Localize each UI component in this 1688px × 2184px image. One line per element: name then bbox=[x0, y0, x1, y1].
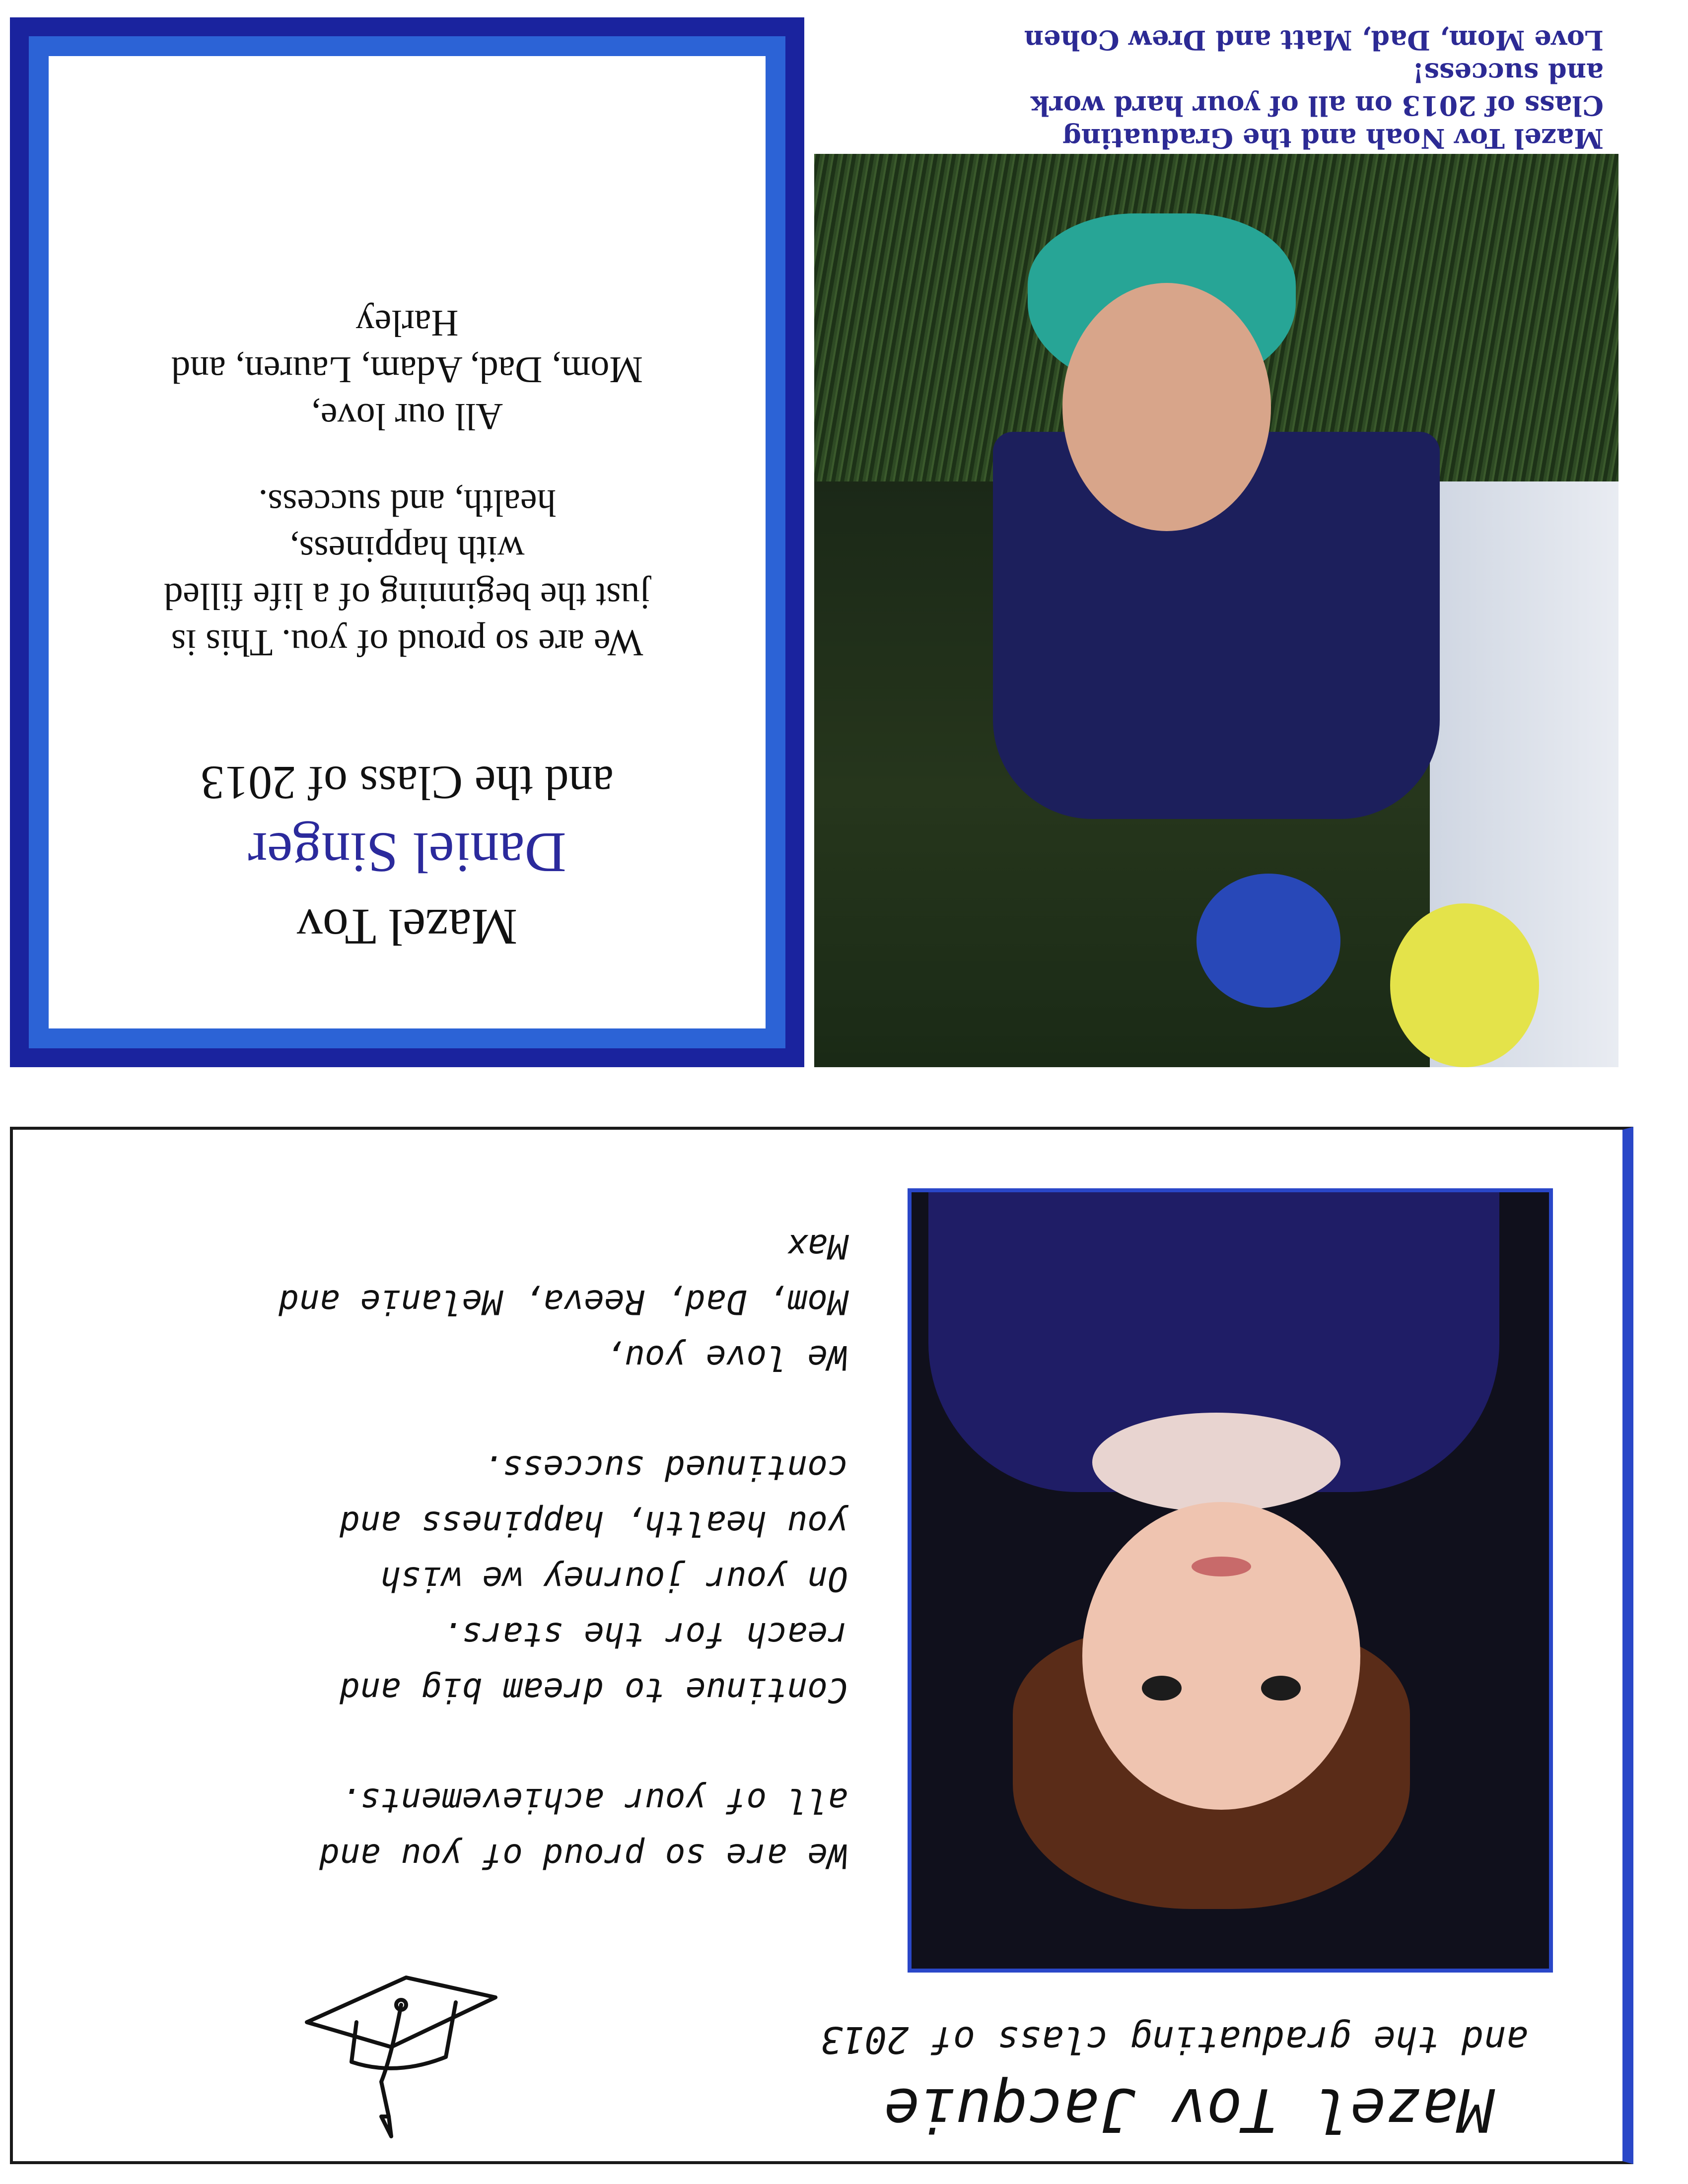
daniel-frame bbox=[29, 36, 785, 1048]
daniel-message-line: just the beginning of a life filled bbox=[164, 575, 650, 617]
jacquie-title: Mazel Tov Jacquie bbox=[883, 2075, 1493, 2144]
photo-head bbox=[1062, 283, 1271, 531]
photo-blue-ball bbox=[1196, 874, 1340, 1008]
photo-face bbox=[1082, 1502, 1360, 1810]
photo-collar bbox=[1092, 1413, 1340, 1512]
graduation-cap-icon bbox=[297, 1948, 505, 2146]
daniel-message bbox=[93, 479, 721, 666]
jacquie-signoff-line: We love you, bbox=[604, 1338, 848, 1377]
noah-ad bbox=[814, 17, 1623, 1067]
jacquie-line: Continue to dream big and bbox=[340, 1670, 848, 1709]
daniel-class: and the Class of 2013 bbox=[201, 756, 614, 810]
noah-caption-line: Class of 2013 on all of your hard work bbox=[1031, 90, 1604, 122]
daniel-message-line: health, and success. bbox=[258, 482, 556, 524]
daniel-signoff-line: Mom, Dad, Adam, Lauren, and bbox=[171, 349, 643, 391]
daniel-signoff-line: Harley bbox=[355, 302, 459, 344]
noah-caption-line: Love Mom, Dad, Matt and Drew Cohen bbox=[1024, 24, 1604, 56]
photo-eye bbox=[1261, 1676, 1301, 1701]
jacquie-line: We are so proud of you and bbox=[319, 1836, 848, 1875]
jacquie-message bbox=[54, 1218, 848, 1883]
jacquie-line: continued success. bbox=[482, 1448, 848, 1487]
noah-caption-line: Mazel Tov Noah and the Graduating bbox=[1062, 123, 1604, 154]
photo-eye bbox=[1142, 1676, 1182, 1701]
noah-caption bbox=[814, 25, 1618, 154]
jacquie-ad bbox=[10, 1127, 1633, 2164]
daniel-signoff-line: All our love, bbox=[311, 396, 503, 437]
daniel-signoff bbox=[93, 300, 721, 440]
jacquie-photo bbox=[908, 1188, 1553, 1973]
jacquie-signoff-line: Mom, Dad, Reeva, Melanie and bbox=[279, 1282, 848, 1321]
jacquie-line: you health, happiness and bbox=[340, 1503, 848, 1543]
daniel-message-line: with happiness, bbox=[289, 529, 525, 570]
daniel-heading: Mazel Tov bbox=[296, 898, 518, 956]
jacquie-signoff-line: Max bbox=[787, 1227, 848, 1266]
photo-mouth bbox=[1192, 1557, 1251, 1576]
jacquie-line: reach for the stars. bbox=[441, 1615, 848, 1654]
daniel-card bbox=[49, 56, 766, 1028]
noah-photo bbox=[814, 154, 1618, 1067]
jacquie-subtitle: and the graduating class of 2013 bbox=[820, 2018, 1528, 2061]
daniel-name: Daniel Singer bbox=[248, 820, 566, 884]
photo-yellow-balloon bbox=[1390, 903, 1539, 1067]
jacquie-line: On your journey we wish bbox=[380, 1559, 848, 1598]
daniel-message-line: We are so proud of you. This is bbox=[171, 622, 643, 664]
noah-caption-line: and success! bbox=[1412, 57, 1604, 89]
jacquie-line: all of your achievements. bbox=[340, 1780, 848, 1820]
daniel-ad bbox=[10, 17, 804, 1067]
